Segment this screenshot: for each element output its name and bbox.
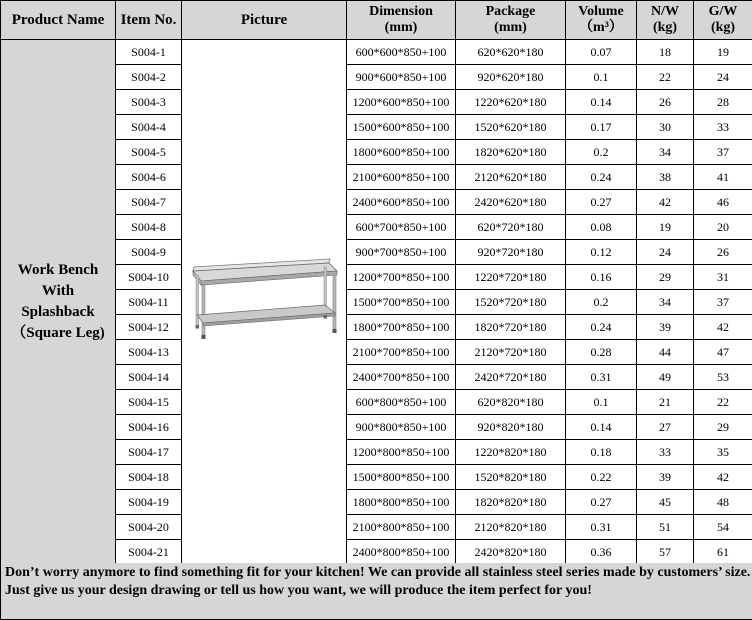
- table-body: [1, 40, 752, 565]
- gross-weight-cell: 42: [694, 315, 752, 340]
- dimension-cell: 600*700*850+100: [347, 215, 456, 240]
- net-weight-cell: 51: [637, 515, 694, 540]
- dimension-cell: 900*700*850+100: [347, 240, 456, 265]
- dimension-cell: 2100*600*850+100: [347, 165, 456, 190]
- item-no-cell: S004-9: [116, 240, 182, 265]
- volume-cell: 0.18: [566, 440, 637, 465]
- header-package-label: Package: [485, 4, 536, 19]
- volume-cell: 0.14: [566, 90, 637, 115]
- dimension-cell: 1500*800*850+100: [347, 465, 456, 490]
- package-cell: 1820*620*180: [456, 140, 566, 165]
- item-no-cell: S004-16: [116, 415, 182, 440]
- package-cell: 2420*620*180: [456, 190, 566, 215]
- package-cell: 620*820*180: [456, 390, 566, 415]
- volume-cell: 0.16: [566, 265, 637, 290]
- dimension-cell: 1200*800*850+100: [347, 440, 456, 465]
- volume-cell: 0.07: [566, 40, 637, 65]
- package-cell: 920*820*180: [456, 415, 566, 440]
- volume-cell: 0.27: [566, 190, 637, 215]
- dimension-cell: 2400*700*850+100: [347, 365, 456, 390]
- net-weight-cell: 45: [637, 490, 694, 515]
- package-cell: 2120*720*180: [456, 340, 566, 365]
- net-weight-cell: 21: [637, 390, 694, 415]
- header-dimension-label: Dimension: [369, 4, 433, 19]
- dimension-cell: 600*600*850+100: [347, 40, 456, 65]
- header-nw-label: N/W: [651, 4, 679, 19]
- volume-cell: 0.28: [566, 340, 637, 365]
- volume-cell: 0.17: [566, 115, 637, 140]
- gross-weight-cell: 54: [694, 515, 752, 540]
- dimension-cell: 600*800*850+100: [347, 390, 456, 415]
- package-cell: 1820*820*180: [456, 490, 566, 515]
- header-gw: [694, 1, 752, 40]
- package-cell: 1820*720*180: [456, 315, 566, 340]
- item-no-cell: S004-1: [116, 40, 182, 65]
- package-cell: 1520*620*180: [456, 115, 566, 140]
- volume-cell: 0.27: [566, 490, 637, 515]
- dimension-cell: 2100*700*850+100: [347, 340, 456, 365]
- product-name-line: Splashback: [21, 304, 95, 320]
- volume-cell: 0.31: [566, 365, 637, 390]
- gross-weight-cell: 47: [694, 340, 752, 365]
- item-no-cell: S004-12: [116, 315, 182, 340]
- net-weight-cell: 42: [637, 190, 694, 215]
- package-cell: 2420*820*180: [456, 540, 566, 565]
- item-no-cell: S004-5: [116, 140, 182, 165]
- gross-weight-cell: 26: [694, 240, 752, 265]
- volume-cell: 0.24: [566, 165, 637, 190]
- item-no-cell: S004-11: [116, 290, 182, 315]
- header-package: [456, 1, 566, 40]
- gross-weight-cell: 37: [694, 140, 752, 165]
- volume-cell: 0.08: [566, 215, 637, 240]
- header-nw-unit: (kg): [652, 20, 678, 35]
- volume-cell: 0.14: [566, 415, 637, 440]
- picture-cell: [182, 40, 347, 565]
- package-cell: 620*620*180: [456, 40, 566, 65]
- header-dimension: [347, 1, 456, 40]
- item-no-cell: S004-7: [116, 190, 182, 215]
- dimension-cell: 2400*800*850+100: [347, 540, 456, 565]
- item-no-cell: S004-10: [116, 265, 182, 290]
- dimension-cell: 1500*600*850+100: [347, 115, 456, 140]
- gross-weight-cell: 22: [694, 390, 752, 415]
- item-no-cell: S004-4: [116, 115, 182, 140]
- volume-cell: 0.2: [566, 140, 637, 165]
- net-weight-cell: 30: [637, 115, 694, 140]
- volume-cell: 0.36: [566, 540, 637, 565]
- gross-weight-cell: 37: [694, 290, 752, 315]
- dimension-cell: 2100*800*850+100: [347, 515, 456, 540]
- header-nw: [637, 1, 694, 40]
- net-weight-cell: 49: [637, 365, 694, 390]
- item-no-cell: S004-13: [116, 340, 182, 365]
- header-gw-unit: (kg): [710, 20, 736, 35]
- item-no-cell: S004-21: [116, 540, 182, 565]
- net-weight-cell: 29: [637, 265, 694, 290]
- package-cell: 920*620*180: [456, 65, 566, 90]
- gross-weight-cell: 28: [694, 90, 752, 115]
- dimension-cell: 1800*800*850+100: [347, 490, 456, 515]
- package-cell: 2120*820*180: [456, 515, 566, 540]
- header-item-no: Item No.: [116, 1, 182, 40]
- item-no-cell: S004-20: [116, 515, 182, 540]
- net-weight-cell: 34: [637, 140, 694, 165]
- item-no-cell: S004-19: [116, 490, 182, 515]
- item-no-cell: S004-8: [116, 215, 182, 240]
- gross-weight-cell: 24: [694, 65, 752, 90]
- volume-cell: 0.22: [566, 465, 637, 490]
- item-no-cell: S004-14: [116, 365, 182, 390]
- item-no-cell: S004-2: [116, 65, 182, 90]
- dimension-cell: 1200*700*850+100: [347, 265, 456, 290]
- header-package-unit: (mm): [494, 20, 527, 35]
- package-cell: 2120*620*180: [456, 165, 566, 190]
- volume-cell: 0.24: [566, 315, 637, 340]
- gross-weight-cell: 20: [694, 215, 752, 240]
- gross-weight-cell: 53: [694, 365, 752, 390]
- package-cell: 1220*820*180: [456, 440, 566, 465]
- dimension-cell: 900*600*850+100: [347, 65, 456, 90]
- header-row: [1, 1, 752, 40]
- package-cell: 920*720*180: [456, 240, 566, 265]
- header-dimension-unit: (mm): [384, 20, 418, 35]
- header-volume-unit: （m³）: [579, 20, 623, 35]
- gross-weight-cell: 35: [694, 440, 752, 465]
- dimension-cell: 2400*600*850+100: [347, 190, 456, 215]
- net-weight-cell: 38: [637, 165, 694, 190]
- volume-cell: 0.1: [566, 65, 637, 90]
- dimension-cell: 900*800*850+100: [347, 415, 456, 440]
- package-cell: 1220*720*180: [456, 265, 566, 290]
- header-volume: [566, 1, 637, 40]
- gross-weight-cell: 33: [694, 115, 752, 140]
- package-cell: 2420*720*180: [456, 365, 566, 390]
- net-weight-cell: 24: [637, 240, 694, 265]
- header-volume-label: Volume: [578, 4, 624, 19]
- package-cell: 1520*720*180: [456, 290, 566, 315]
- footer-note: Don’t worry anymore to find something fit for your kitchen! We can provide all stainless steel series made by customers’ size. Just give us your design drawing or tell us how you want, we will produce the item perfect for you!: [0, 563, 752, 620]
- net-weight-cell: 34: [637, 290, 694, 315]
- gross-weight-cell: 61: [694, 540, 752, 565]
- item-no-cell: S004-18: [116, 465, 182, 490]
- gross-weight-cell: 41: [694, 165, 752, 190]
- net-weight-cell: 19: [637, 215, 694, 240]
- header-picture: Picture: [182, 1, 347, 40]
- net-weight-cell: 39: [637, 465, 694, 490]
- item-no-cell: S004-6: [116, 165, 182, 190]
- header-product-name: Product Name: [1, 1, 116, 40]
- dimension-cell: 1800*600*850+100: [347, 140, 456, 165]
- dimension-cell: 1800*700*850+100: [347, 315, 456, 340]
- net-weight-cell: 44: [637, 340, 694, 365]
- item-no-cell: S004-15: [116, 390, 182, 415]
- stainless-work-bench-icon: [189, 257, 339, 347]
- volume-cell: 0.31: [566, 515, 637, 540]
- net-weight-cell: 57: [637, 540, 694, 565]
- net-weight-cell: 33: [637, 440, 694, 465]
- net-weight-cell: 22: [637, 65, 694, 90]
- gross-weight-cell: 48: [694, 490, 752, 515]
- dimension-cell: 1200*600*850+100: [347, 90, 456, 115]
- volume-cell: 0.2: [566, 290, 637, 315]
- product-name-line: （Square Leg): [11, 325, 105, 341]
- net-weight-cell: 26: [637, 90, 694, 115]
- net-weight-cell: 18: [637, 40, 694, 65]
- item-no-cell: S004-17: [116, 440, 182, 465]
- package-cell: 1520*820*180: [456, 465, 566, 490]
- product-name-line: Work Bench: [17, 262, 99, 278]
- dimension-cell: 1500*700*850+100: [347, 290, 456, 315]
- item-no-cell: S004-3: [116, 90, 182, 115]
- package-cell: 620*720*180: [456, 215, 566, 240]
- volume-cell: 0.12: [566, 240, 637, 265]
- volume-cell: 0.1: [566, 390, 637, 415]
- product-name-cell: [1, 40, 116, 565]
- gross-weight-cell: 42: [694, 465, 752, 490]
- gross-weight-cell: 31: [694, 265, 752, 290]
- gross-weight-cell: 19: [694, 40, 752, 65]
- net-weight-cell: 39: [637, 315, 694, 340]
- table-row: [1, 40, 752, 65]
- gross-weight-cell: 29: [694, 415, 752, 440]
- gross-weight-cell: 46: [694, 190, 752, 215]
- product-name-line: With: [41, 283, 75, 299]
- header-gw-label: G/W: [708, 4, 738, 19]
- package-cell: 1220*620*180: [456, 90, 566, 115]
- net-weight-cell: 27: [637, 415, 694, 440]
